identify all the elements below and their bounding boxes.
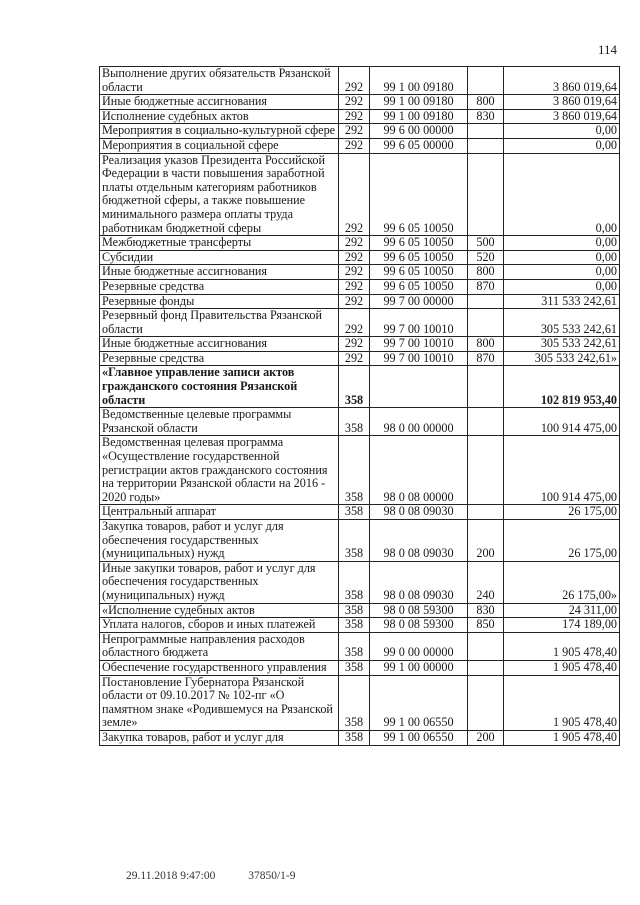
cell-code: 99 0 00 00000 [370, 632, 468, 660]
cell-amount: 102 819 953,40 [504, 366, 620, 408]
cell-vtype: 800 [468, 95, 504, 110]
cell-vtype: 800 [468, 265, 504, 280]
cell-dept: 292 [339, 265, 370, 280]
cell-name: Ведомственная целевая программа «Осуществление государственной регистрации актов гражданского состояния на территории Рязанской области на 2016 - 2020 годы» [100, 436, 339, 505]
cell-name: Иные бюджетные ассигнования [100, 337, 339, 352]
cell-vtype [468, 294, 504, 309]
table-row [100, 124, 620, 139]
cell-amount: 0,00 [504, 236, 620, 251]
cell-amount: 305 533 242,61» [504, 351, 620, 366]
table-row [100, 603, 620, 618]
page-footer [126, 870, 296, 882]
cell-amount: 1 905 478,40 [504, 675, 620, 730]
cell-dept: 358 [339, 660, 370, 675]
cell-name: «Исполнение судебных актов [100, 603, 339, 618]
budget-table [99, 66, 620, 746]
cell-name: Резервный фонд Правительства Рязанской области [100, 309, 339, 337]
cell-dept: 292 [339, 138, 370, 153]
cell-name: Межбюджетные трансферты [100, 236, 339, 251]
cell-code: 98 0 08 09030 [370, 520, 468, 562]
cell-name: Уплата налогов, сборов и иных платежей [100, 618, 339, 633]
cell-name: Реализация указов Президента Российской Федерации в части повышения заработной платы отдельным категориям работников бюджетной сферы, а также повышение минимального размера оплаты труда работникам бюджетной сферы [100, 153, 339, 236]
table-row [100, 109, 620, 124]
cell-dept: 358 [339, 603, 370, 618]
cell-amount: 0,00 [504, 250, 620, 265]
cell-dept: 292 [339, 337, 370, 352]
cell-vtype [468, 309, 504, 337]
cell-code: 98 0 08 00000 [370, 436, 468, 505]
cell-code: 99 6 05 10050 [370, 236, 468, 251]
cell-vtype: 850 [468, 618, 504, 633]
cell-name: Закупка товаров, работ и услуг для обеспечения государственных (муниципальных) нужд [100, 520, 339, 562]
cell-code: 98 0 08 09030 [370, 561, 468, 603]
cell-code: 99 1 00 00000 [370, 660, 468, 675]
cell-code: 99 6 05 10050 [370, 153, 468, 236]
cell-amount: 100 914 475,00 [504, 408, 620, 436]
cell-name: «Главное управление записи актов гражданского состояния Рязанской области [100, 366, 339, 408]
cell-code: 99 6 05 10050 [370, 265, 468, 280]
cell-vtype: 200 [468, 520, 504, 562]
cell-dept: 358 [339, 632, 370, 660]
cell-dept: 292 [339, 109, 370, 124]
cell-name: Закупка товаров, работ и услуг для [100, 730, 339, 745]
table-row [100, 250, 620, 265]
cell-name: Центральный аппарат [100, 505, 339, 520]
cell-dept: 358 [339, 520, 370, 562]
cell-amount: 26 175,00» [504, 561, 620, 603]
cell-dept: 292 [339, 279, 370, 294]
table-row [100, 632, 620, 660]
cell-code: 99 7 00 10010 [370, 309, 468, 337]
cell-name: Непрограммные направления расходов областного бюджета [100, 632, 339, 660]
table-row [100, 265, 620, 280]
cell-code: 98 0 08 59300 [370, 603, 468, 618]
cell-amount: 100 914 475,00 [504, 436, 620, 505]
cell-dept: 292 [339, 236, 370, 251]
cell-code: 99 6 00 00000 [370, 124, 468, 139]
document-id: 37850/1-9 [248, 870, 296, 882]
cell-dept: 292 [339, 250, 370, 265]
table-row [100, 279, 620, 294]
table-row [100, 67, 620, 95]
cell-dept: 358 [339, 408, 370, 436]
table-row [100, 408, 620, 436]
cell-amount: 3 860 019,64 [504, 67, 620, 95]
cell-vtype [468, 124, 504, 139]
cell-vtype [468, 675, 504, 730]
cell-code: 99 1 00 06550 [370, 730, 468, 745]
cell-code: 99 6 05 10050 [370, 250, 468, 265]
cell-code: 98 0 00 00000 [370, 408, 468, 436]
cell-dept: 358 [339, 505, 370, 520]
cell-dept: 292 [339, 124, 370, 139]
cell-code [370, 366, 468, 408]
cell-name: Выполнение других обязательств Рязанской области [100, 67, 339, 95]
cell-code: 99 7 00 00000 [370, 294, 468, 309]
cell-dept: 358 [339, 366, 370, 408]
table-row [100, 153, 620, 236]
cell-vtype [468, 138, 504, 153]
cell-dept: 292 [339, 153, 370, 236]
cell-vtype [468, 660, 504, 675]
cell-dept: 292 [339, 351, 370, 366]
cell-dept: 292 [339, 309, 370, 337]
cell-vtype: 520 [468, 250, 504, 265]
table-row [100, 138, 620, 153]
cell-code: 99 6 05 00000 [370, 138, 468, 153]
cell-name: Ведомственные целевые программы Рязанской области [100, 408, 339, 436]
cell-name: Постановление Губернатора Рязанской области от 09.10.2017 № 102-пг «О памятном знаке «Родившемуся на Рязанской земле» [100, 675, 339, 730]
table-row [100, 675, 620, 730]
page-number: 114 [598, 42, 618, 57]
cell-amount: 0,00 [504, 153, 620, 236]
table-row [100, 309, 620, 337]
cell-amount: 1 905 478,40 [504, 632, 620, 660]
table-row [100, 337, 620, 352]
table-row [100, 561, 620, 603]
cell-name: Мероприятия в социально-культурной сфере [100, 124, 339, 139]
cell-vtype: 830 [468, 603, 504, 618]
cell-amount: 3 860 019,64 [504, 109, 620, 124]
table-row [100, 520, 620, 562]
cell-vtype: 870 [468, 279, 504, 294]
cell-amount: 26 175,00 [504, 505, 620, 520]
cell-code: 99 1 00 06550 [370, 675, 468, 730]
table-row [100, 730, 620, 745]
cell-vtype: 800 [468, 337, 504, 352]
cell-amount: 24 311,00 [504, 603, 620, 618]
cell-vtype [468, 505, 504, 520]
cell-amount: 1 905 478,40 [504, 660, 620, 675]
cell-amount: 0,00 [504, 124, 620, 139]
table-row [100, 366, 620, 408]
cell-name: Обеспечение государственного управления [100, 660, 339, 675]
cell-vtype: 500 [468, 236, 504, 251]
cell-code: 98 0 08 59300 [370, 618, 468, 633]
cell-amount: 305 533 242,61 [504, 309, 620, 337]
cell-name: Мероприятия в социальной сфере [100, 138, 339, 153]
cell-vtype [468, 153, 504, 236]
cell-vtype [468, 632, 504, 660]
cell-code: 99 1 00 09180 [370, 95, 468, 110]
cell-amount: 3 860 019,64 [504, 95, 620, 110]
table-row [100, 660, 620, 675]
cell-name: Иные бюджетные ассигнования [100, 95, 339, 110]
cell-amount: 0,00 [504, 138, 620, 153]
cell-name: Резервные средства [100, 351, 339, 366]
table-row [100, 294, 620, 309]
cell-vtype: 870 [468, 351, 504, 366]
cell-vtype [468, 366, 504, 408]
cell-dept: 358 [339, 618, 370, 633]
cell-amount: 1 905 478,40 [504, 730, 620, 745]
cell-code: 99 7 00 10010 [370, 337, 468, 352]
print-timestamp: 29.11.2018 9:47:00 [126, 870, 216, 882]
cell-dept: 292 [339, 95, 370, 110]
table-row [100, 236, 620, 251]
cell-code: 99 1 00 09180 [370, 67, 468, 95]
cell-dept: 292 [339, 294, 370, 309]
cell-name: Резервные средства [100, 279, 339, 294]
cell-dept: 358 [339, 730, 370, 745]
cell-name: Субсидии [100, 250, 339, 265]
cell-amount: 305 533 242,61 [504, 337, 620, 352]
table-row [100, 436, 620, 505]
table-row [100, 618, 620, 633]
table-row [100, 351, 620, 366]
cell-vtype [468, 436, 504, 505]
cell-vtype: 830 [468, 109, 504, 124]
cell-dept: 358 [339, 675, 370, 730]
cell-code: 98 0 08 09030 [370, 505, 468, 520]
cell-amount: 311 533 242,61 [504, 294, 620, 309]
cell-name: Резервные фонды [100, 294, 339, 309]
cell-code: 99 6 05 10050 [370, 279, 468, 294]
budget-table-body [100, 67, 620, 746]
cell-amount: 0,00 [504, 265, 620, 280]
cell-amount: 26 175,00 [504, 520, 620, 562]
cell-amount: 174 189,00 [504, 618, 620, 633]
cell-name: Исполнение судебных актов [100, 109, 339, 124]
cell-amount: 0,00 [504, 279, 620, 294]
cell-code: 99 7 00 10010 [370, 351, 468, 366]
cell-vtype [468, 408, 504, 436]
cell-vtype: 240 [468, 561, 504, 603]
cell-dept: 292 [339, 67, 370, 95]
table-row [100, 95, 620, 110]
cell-dept: 358 [339, 436, 370, 505]
cell-code: 99 1 00 09180 [370, 109, 468, 124]
table-row [100, 505, 620, 520]
cell-dept: 358 [339, 561, 370, 603]
cell-name: Иные закупки товаров, работ и услуг для обеспечения государственных (муниципальных) нужд [100, 561, 339, 603]
cell-vtype [468, 67, 504, 95]
cell-vtype: 200 [468, 730, 504, 745]
cell-name: Иные бюджетные ассигнования [100, 265, 339, 280]
